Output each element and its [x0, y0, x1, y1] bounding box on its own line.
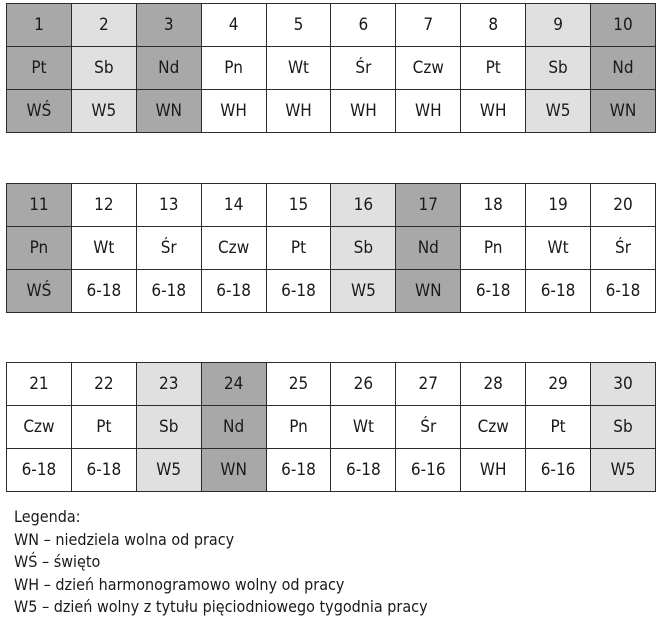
day-number-cell: 24 — [201, 363, 266, 406]
shift-code-cell: WH — [201, 90, 266, 133]
day-number-cell: 5 — [266, 4, 331, 47]
legend-item: WŚ – święto — [14, 552, 101, 571]
shift-code-cell: W5 — [331, 270, 396, 313]
shift-code-cell: 6-16 — [396, 449, 461, 492]
weekday-cell: Nd — [591, 47, 656, 90]
weekday-cell: Śr — [331, 47, 396, 90]
day-number-cell: 28 — [461, 363, 526, 406]
weekday-cell: Śr — [591, 227, 656, 270]
day-number-cell: 22 — [71, 363, 136, 406]
day-number-cell: 27 — [396, 363, 461, 406]
day-number-cell: 17 — [396, 184, 461, 227]
weekday-cell: Czw — [461, 406, 526, 449]
day-number-cell: 6 — [331, 4, 396, 47]
weekday-cell: Pn — [266, 406, 331, 449]
shift-code-cell: WH — [461, 90, 526, 133]
day-number-cell: 2 — [71, 4, 136, 47]
day-number-row — [7, 184, 656, 227]
weekday-cell: Pt — [526, 406, 591, 449]
day-number-row — [7, 363, 656, 406]
shift-code-cell: WH — [461, 449, 526, 492]
day-number-cell: 15 — [266, 184, 331, 227]
weekday-row — [7, 406, 656, 449]
day-number-cell: 18 — [461, 184, 526, 227]
shift-code-cell: WN — [591, 90, 656, 133]
weekday-cell: Nd — [136, 47, 201, 90]
weekday-cell: Pn — [201, 47, 266, 90]
shift-code-cell: 6-18 — [331, 449, 396, 492]
weekday-cell: Sb — [331, 227, 396, 270]
weekday-cell: Wt — [331, 406, 396, 449]
weekday-row — [7, 227, 656, 270]
day-number-row — [7, 4, 656, 47]
day-number-cell: 10 — [591, 4, 656, 47]
shift-code-cell: W5 — [526, 90, 591, 133]
shift-code-cell: WN — [136, 90, 201, 133]
weekday-cell: Czw — [7, 406, 72, 449]
day-number-cell: 11 — [7, 184, 72, 227]
day-number-cell: 14 — [201, 184, 266, 227]
weekday-cell: Czw — [201, 227, 266, 270]
shift-code-cell: 6-18 — [71, 449, 136, 492]
weekday-cell: Pt — [7, 47, 72, 90]
calendar-week-2 — [6, 183, 656, 313]
weekday-cell: Sb — [591, 406, 656, 449]
legend — [14, 506, 428, 619]
legend-item: W5 – dzień wolny z tytułu pięciodniowego tygodnia pracy — [14, 597, 428, 616]
shift-code-cell: 6-18 — [266, 449, 331, 492]
day-number-cell: 7 — [396, 4, 461, 47]
shift-code-cell: 6-18 — [136, 270, 201, 313]
shift-code-cell: WH — [396, 90, 461, 133]
day-number-cell: 20 — [591, 184, 656, 227]
shift-code-cell: 6-18 — [461, 270, 526, 313]
day-number-cell: 23 — [136, 363, 201, 406]
weekday-cell: Pt — [266, 227, 331, 270]
weekday-cell: Pn — [7, 227, 72, 270]
shift-code-cell: WN — [201, 449, 266, 492]
weekday-cell: Pn — [461, 227, 526, 270]
shift-code-cell: W5 — [591, 449, 656, 492]
shift-code-cell: WH — [266, 90, 331, 133]
day-number-cell: 25 — [266, 363, 331, 406]
legend-title: Legenda: — [14, 507, 81, 526]
weekday-cell: Czw — [396, 47, 461, 90]
shift-code-row — [7, 90, 656, 133]
calendar-week-3 — [6, 362, 656, 492]
shift-code-cell: 6-18 — [266, 270, 331, 313]
day-number-cell: 30 — [591, 363, 656, 406]
legend-item: WH – dzień harmonogramowo wolny od pracy — [14, 574, 345, 594]
day-number-cell: 3 — [136, 4, 201, 47]
shift-code-row — [7, 270, 656, 313]
day-number-cell: 9 — [526, 4, 591, 47]
day-number-cell: 19 — [526, 184, 591, 227]
day-number-cell: 21 — [7, 363, 72, 406]
weekday-cell: Nd — [396, 227, 461, 270]
calendar-week-1 — [6, 3, 656, 133]
day-number-cell: 16 — [331, 184, 396, 227]
weekday-cell: Pt — [461, 47, 526, 90]
day-number-cell: 13 — [136, 184, 201, 227]
shift-code-cell: 6-18 — [526, 270, 591, 313]
weekday-cell: Sb — [71, 47, 136, 90]
weekday-row — [7, 47, 656, 90]
shift-code-cell: 6-18 — [7, 449, 72, 492]
day-number-cell: 4 — [201, 4, 266, 47]
weekday-cell: Sb — [526, 47, 591, 90]
weekday-cell: Wt — [71, 227, 136, 270]
weekday-cell: Pt — [71, 406, 136, 449]
weekday-cell: Sb — [136, 406, 201, 449]
weekday-cell: Śr — [396, 406, 461, 449]
shift-code-cell: 6-16 — [526, 449, 591, 492]
shift-code-cell: W5 — [136, 449, 201, 492]
shift-code-cell: 6-18 — [71, 270, 136, 313]
shift-code-row — [7, 449, 656, 492]
shift-code-cell: W5 — [71, 90, 136, 133]
weekday-cell: Nd — [201, 406, 266, 449]
shift-code-cell: WŚ — [7, 270, 72, 313]
shift-code-cell: WN — [396, 270, 461, 313]
legend-item: WN – niedziela wolna od pracy — [14, 529, 235, 549]
day-number-cell: 8 — [461, 4, 526, 47]
shift-code-cell: WŚ — [7, 90, 72, 133]
shift-code-cell: 6-18 — [591, 270, 656, 313]
shift-code-cell: 6-18 — [201, 270, 266, 313]
day-number-cell: 26 — [331, 363, 396, 406]
weekday-cell: Wt — [526, 227, 591, 270]
day-number-cell: 29 — [526, 363, 591, 406]
weekday-cell: Śr — [136, 227, 201, 270]
day-number-cell: 1 — [7, 4, 72, 47]
day-number-cell: 12 — [71, 184, 136, 227]
weekday-cell: Wt — [266, 47, 331, 90]
shift-code-cell: WH — [331, 90, 396, 133]
